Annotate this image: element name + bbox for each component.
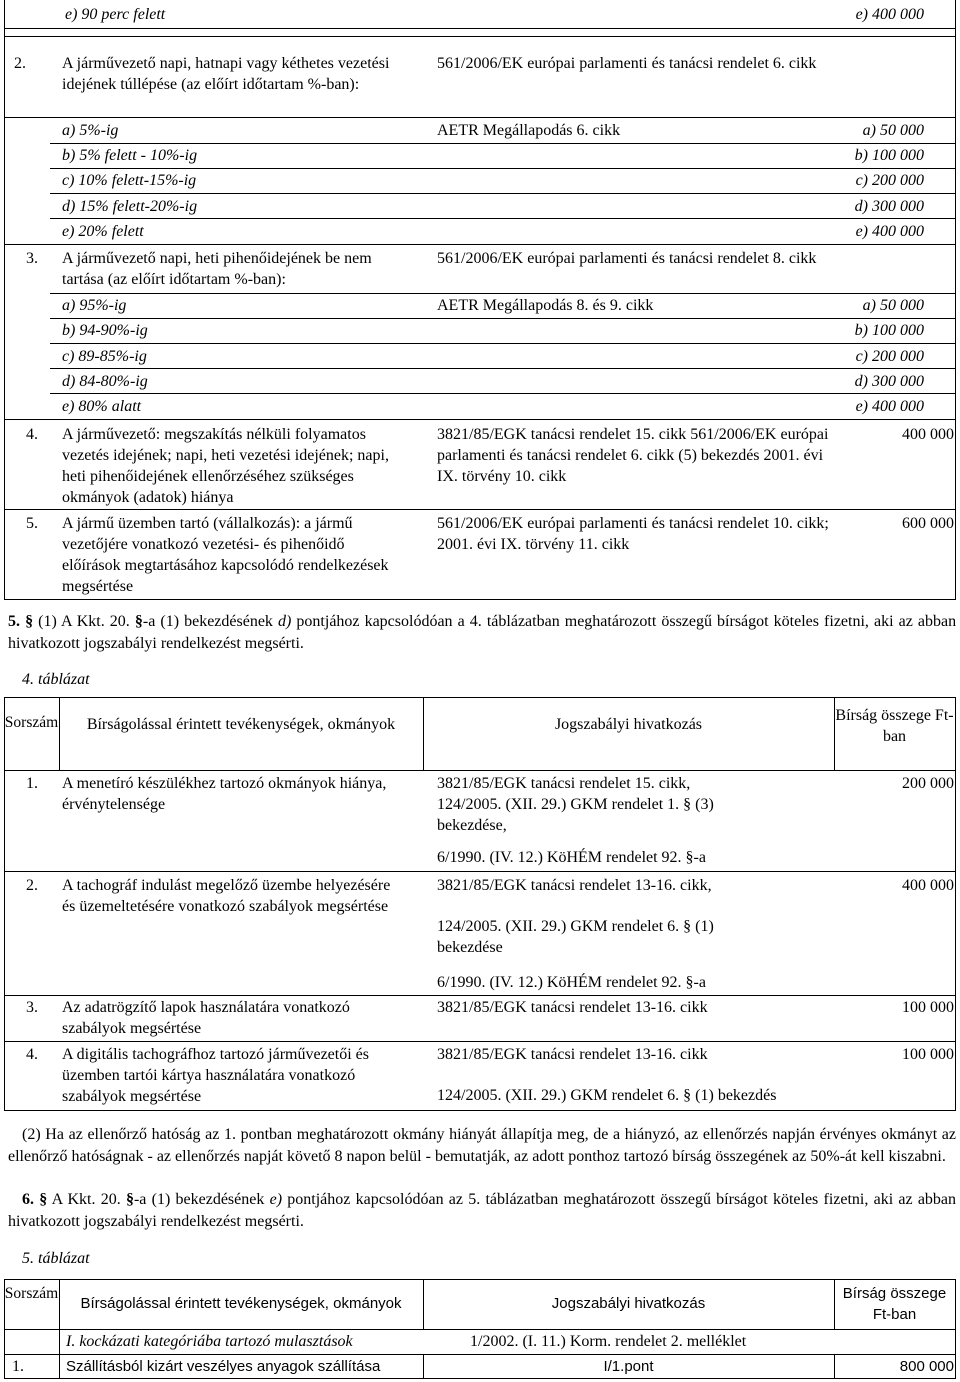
row-activity: A tachográf indulást megelőző üzembe helyezésére és üzemeltetésére vonatkozó szabályok megsértése: [62, 877, 391, 915]
column-header-activity: Bírságolással érintett tevékenységek, okmányok: [80, 1295, 402, 1312]
sub-row-amount: e) 400 000: [855, 398, 924, 415]
row-amount: 200 000: [902, 775, 954, 792]
sub-row-amount: d) 300 000: [854, 198, 924, 215]
section-sign: §: [39, 1191, 48, 1208]
sub-row-label: a) 95%-ig: [62, 297, 127, 314]
column-header-reference: Jogszabályi hivatkozás: [554, 716, 703, 733]
column-header-number: Sorszám: [4, 714, 59, 731]
section-sign: §: [25, 613, 34, 630]
item-amount: 400 000: [902, 426, 954, 443]
category-label: I. kockázati kategóriába tartozó mulasztások: [66, 1333, 353, 1350]
sub-row-label: c) 89-85%-ig: [62, 348, 147, 365]
row-number: 4.: [26, 1046, 38, 1063]
item-description: A járművezető: megszakítás nélküli folyamatos vezetés idejének; napi, heti vezetési idejének; napi, heti pihenőidejének ellenőrzéséhez szükséges okmányok (adatok) hiánya: [62, 426, 389, 506]
section-5-paragraph: [8, 611, 956, 654]
row-reference: 124/2005. (XII. 29.) GKM rendelet 6. § (1) bekezdése: [437, 918, 714, 956]
paragraph-2: (2) Ha az ellenőrző hatóság az 1. pontban meghatározott okmány hiányát állapítja meg, de a hiányzó, az ellenőrzés napján érvényes okmányt az ellenőrző hatóságnak - az ellenőrzés napját követő 8 napon belül - bemutatják, az adott ponthoz tartozó bírság összegének az 50%-át kell kiszabni.: [8, 1126, 956, 1165]
item-amount: 600 000: [902, 515, 954, 532]
category-reference: 1/2002. (I. 11.) Korm. rendelet 2. melléklet: [470, 1333, 747, 1350]
table-4-caption: 4. táblázat: [22, 671, 90, 688]
table-border-right: [955, 0, 956, 600]
row-amount: 100 000: [902, 999, 954, 1016]
section-number: 6.: [22, 1191, 34, 1208]
item-reference: 561/2006/EK európai parlamenti és tanácsi rendelet 8. cikk: [437, 250, 817, 267]
item-reference: 3821/85/EGK tanácsi rendelet 15. cikk 561/2006/EK európai parlamenti és tanácsi rendelet 6. cikk (5) bekezdés 2001. évi IX. törvény 10. cikk: [437, 426, 829, 485]
item-number: 4.: [26, 426, 38, 443]
column-header-amount: Bírság összege Ft-ban: [842, 1285, 947, 1323]
table-border-left: [4, 0, 5, 600]
row-number: 1.: [12, 1358, 24, 1375]
column-header-number: Sorszám: [4, 1285, 59, 1302]
sub-row-label: d) 15% felett-20%-ig: [62, 198, 198, 215]
section-point: e): [269, 1191, 283, 1208]
section-text: -a (1) bekezdésének: [133, 1191, 265, 1208]
row-amount: 800 000: [899, 1358, 954, 1375]
sub-row-amount: c) 200 000: [855, 348, 924, 365]
sub-row-amount: d) 300 000: [854, 373, 924, 390]
sub-row-amount: b) 100 000: [854, 147, 924, 164]
row-amount: 100 000: [902, 1046, 954, 1063]
section-number: 5.: [8, 613, 20, 630]
row-reference: 3821/85/EGK tanácsi rendelet 13-16. cikk: [437, 999, 708, 1016]
section-text: A Kkt. 20.: [51, 1191, 121, 1208]
row-activity: A digitális tachográfhoz tartozó járművezetői és üzemben tartói kártya használatára vonatkozó szabályok megsértése: [62, 1046, 369, 1105]
section-point: d): [278, 613, 292, 630]
row-reference: 3821/85/EGK tanácsi rendelet 13-16. cikk,: [437, 877, 712, 894]
row-amount: e) 400 000: [855, 6, 924, 23]
item-description: A jármű üzemben tartó (vállalkozás): a jármű vezetőjére vonatkozó vezetési- és pihenőidő előírások megtartásához kapcsolódó rendelkezések megsértése: [62, 515, 389, 595]
column-header-reference: Jogszabályi hivatkozás: [551, 1295, 706, 1312]
item-number: 2.: [14, 55, 26, 72]
sub-row-label: e) 20% felett: [62, 223, 144, 240]
item-reference: 561/2006/EK európai parlamenti és tanácsi rendelet 10. cikk; 2001. évi IX. törvény 11. cikk: [437, 515, 829, 553]
row-reference: 3821/85/EGK tanácsi rendelet 13-16. cikk: [437, 1046, 708, 1063]
row-reference: 124/2005. (XII. 29.) GKM rendelet 1. § (3) bekezdése,: [437, 796, 714, 834]
sub-row-amount: e) 400 000: [855, 223, 924, 240]
row-activity: Az adatrögzítő lapok használatára vonatkozó szabályok megsértése: [62, 999, 350, 1037]
row-number: 1.: [26, 775, 38, 792]
column-header-amount: Bírság összege Ft-ban: [835, 707, 954, 745]
section-6-paragraph: [8, 1189, 956, 1232]
column-header-activity: Bírságolással érintett tevékenységek, okmányok: [86, 716, 396, 733]
sub-row-amount: a) 50 000: [862, 122, 924, 139]
row-reference: 124/2005. (XII. 29.) GKM rendelet 6. § (1) bekezdés: [437, 1087, 777, 1104]
row-reference: 6/1990. (IV. 12.) KöHÉM rendelet 92. §-a: [437, 849, 706, 866]
row-number: 3.: [26, 999, 38, 1016]
row-reference: I/1.pont: [603, 1358, 654, 1375]
sub-row-label: a) 5%-ig: [62, 122, 119, 139]
sub-row-label: b) 5% felett - 10%-ig: [62, 147, 198, 164]
item-description: A járművezető napi, hatnapi vagy kéthetes vezetési idejének túllépése (az előírt időtartam %-ban):: [62, 55, 390, 93]
section-sign: §: [134, 613, 143, 630]
sub-row-label: d) 84-80%-ig: [62, 373, 148, 390]
row-activity: A menetíró készülékhez tartozó okmányok hiánya, érvénytelensége: [62, 775, 387, 813]
section-text: pontjához kapcsolódóan a 4. táblázatban meghatározott összegű bírságot köteles fizetni, aki az abban hivatkozott jogszabályi rendelkezést megsérti.: [8, 613, 957, 652]
sub-row-amount: c) 200 000: [855, 172, 924, 189]
row-reference: 6/1990. (IV. 12.) KöHÉM rendelet 92. §-a: [437, 974, 706, 991]
item-number: 5.: [26, 515, 38, 532]
item-description: A járművezető napi, heti pihenőidejének be nem tartása (az előírt időtartam %-ban):: [62, 250, 372, 288]
section-sign: §: [125, 1191, 134, 1208]
sub-row-label: c) 10% felett-15%-ig: [62, 172, 197, 189]
table-5-caption: 5. táblázat: [22, 1250, 90, 1267]
sub-row-label: e) 80% alatt: [62, 398, 142, 415]
sub-row-amount: a) 50 000: [862, 297, 924, 314]
row-activity: Szállításból kizárt veszélyes anyagok szállítása: [66, 1358, 381, 1375]
section-text: pontjához kapcsolódóan az 5. táblázatban meghatározott összegű bírságot köteles fizetni, aki az abban hivatkozott jogszabályi rendelkezést megsérti.: [8, 1191, 957, 1230]
row-reference: 3821/85/EGK tanácsi rendelet 15. cikk,: [437, 775, 691, 792]
sub-row-reference: AETR Megállapodás 6. cikk: [437, 122, 621, 139]
sub-row-label: b) 94-90%-ig: [62, 322, 148, 339]
section-text: (1) A Kkt. 20.: [38, 613, 130, 630]
section-text: -a (1) bekezdésének: [142, 613, 273, 630]
sub-row-reference: AETR Megállapodás 8. és 9. cikk: [437, 297, 654, 314]
item-reference: 561/2006/EK európai parlamenti és tanácsi rendelet 6. cikk: [437, 55, 817, 72]
row-amount: 400 000: [902, 877, 954, 894]
sub-row-amount: b) 100 000: [854, 322, 924, 339]
row-number: 2.: [26, 877, 38, 894]
row-label: e) 90 perc felett: [65, 6, 166, 23]
item-number: 3.: [26, 250, 38, 267]
